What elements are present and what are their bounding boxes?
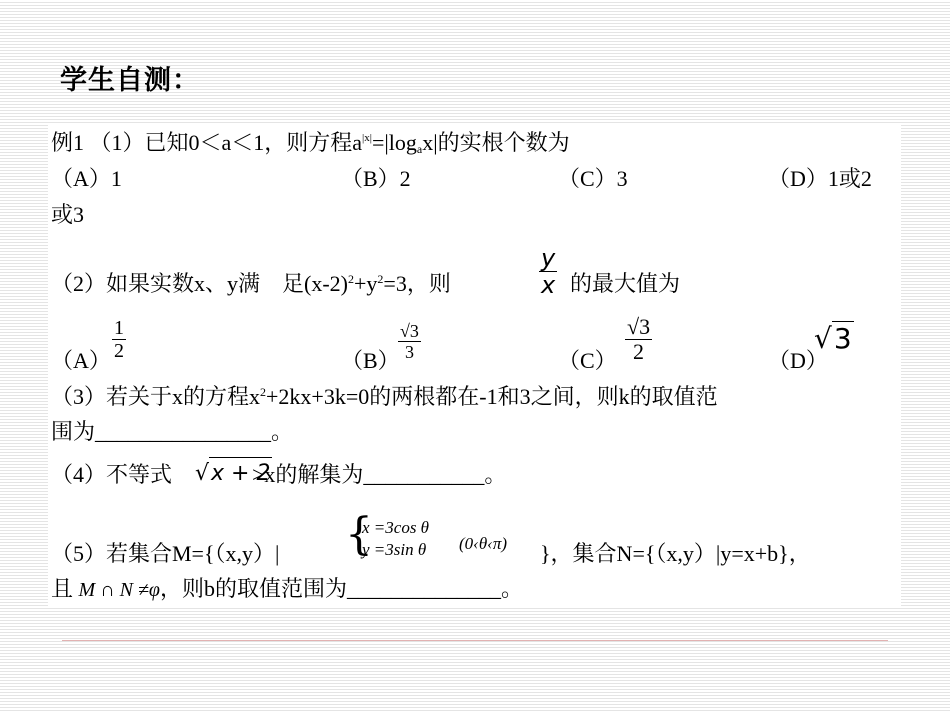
q2-option-b-num: √3 xyxy=(400,321,419,341)
q4-sqrt-expression xyxy=(195,457,272,490)
q3-line-2: 围为________________。 xyxy=(51,419,294,444)
q2-stem xyxy=(51,270,451,298)
q2-option-a-fraction xyxy=(112,317,126,362)
q2-option-a-den: 2 xyxy=(114,340,124,362)
q2-option-c-den: 2 xyxy=(625,339,652,364)
q3-line1-post: +2kx+3k=0的两根都在-1和3之间，则k的取值范 xyxy=(266,384,718,409)
q4-post: >x的解集为___________。 xyxy=(252,462,507,487)
q5-system-line-1: x =3cos θ xyxy=(362,518,430,537)
q2-option-c: （C） xyxy=(558,348,617,373)
q4-pre: （4）不等式 xyxy=(51,462,173,487)
q1-stem-mid: =|log xyxy=(371,130,417,155)
sqrt-radical-icon: √ xyxy=(814,322,832,355)
q2-option-a-num: 1 xyxy=(114,317,124,339)
q2-sup-1: 2 xyxy=(347,272,354,286)
q2-stem-post: 的最大值为 xyxy=(570,271,681,296)
q5-condition: (0‹θ‹π) xyxy=(459,534,508,553)
q2-option-c-fraction xyxy=(625,315,652,364)
q2-option-b: （B） xyxy=(341,348,400,373)
q2-option-d: （D） xyxy=(768,348,828,373)
q1-stem xyxy=(51,129,570,157)
page-title: 学生自测： xyxy=(60,65,200,96)
q2-stem-mid: +y xyxy=(353,271,378,296)
q2-option-c-num: √3 xyxy=(627,314,651,339)
q2-frac-den: x xyxy=(541,271,556,299)
q1-option-d: （D）1或2 xyxy=(768,166,872,191)
q2-stem-eq: =3，则 xyxy=(383,271,451,296)
q5-stem xyxy=(51,540,279,568)
q2-sup-2: 2 xyxy=(377,272,384,286)
q3-line1-pre: （3）若关于x的方程x xyxy=(51,384,261,409)
q5-pre: （5）若集合M={（x,y）| xyxy=(51,541,280,566)
q2-option-a: （A） xyxy=(51,348,111,373)
q5-line2-post: ，则b的取值范围为______________。 xyxy=(160,576,524,601)
q1-exponent: |x| xyxy=(362,132,372,144)
q4-radicand: x + 2 xyxy=(209,457,272,490)
q3-sup: 2 xyxy=(260,385,267,399)
q2-option-d-radicand: 3 xyxy=(833,322,852,355)
q1-option-d-wrap: 或3 xyxy=(51,202,85,227)
q5-set-intersection: M ∩ N ≠φ xyxy=(78,579,160,601)
q2-frac-num: y xyxy=(541,244,556,272)
q1-option-b: （B）2 xyxy=(341,166,411,191)
q4-stem xyxy=(51,461,506,489)
q1-option-c: （C）3 xyxy=(558,166,628,191)
q1-stem-pre: 例1 （1）已知0＜a＜1，则方程a xyxy=(51,130,363,155)
q2-stem-pre: （2）如果实数x、y满 足(x-2) xyxy=(51,271,348,296)
q1-option-a: （A）1 xyxy=(51,166,122,191)
q5-left-brace-icon: { xyxy=(345,509,373,560)
q5-line-2 xyxy=(51,575,523,604)
q5-line2-pre: 且 xyxy=(51,576,79,601)
q5-post: }，集合N={（x,y）|y=x+b}， xyxy=(540,541,811,566)
sqrt-radical-icon: √ xyxy=(195,461,210,486)
q2-option-b-den: 3 xyxy=(398,341,421,362)
q1-log-base: a xyxy=(416,142,423,156)
q5-equation-system xyxy=(362,517,429,561)
q2-option-b-fraction xyxy=(398,321,421,362)
q2-option-d-sqrt xyxy=(814,321,854,357)
q5-system-line-2: y =3sin θ xyxy=(362,540,427,559)
q3-line-1 xyxy=(51,383,718,411)
q2-fraction-y-over-x xyxy=(539,245,557,298)
exercise-panel xyxy=(48,125,901,607)
footer-divider xyxy=(62,640,888,641)
q1-stem-post: x|的实根个数为 xyxy=(422,130,570,155)
